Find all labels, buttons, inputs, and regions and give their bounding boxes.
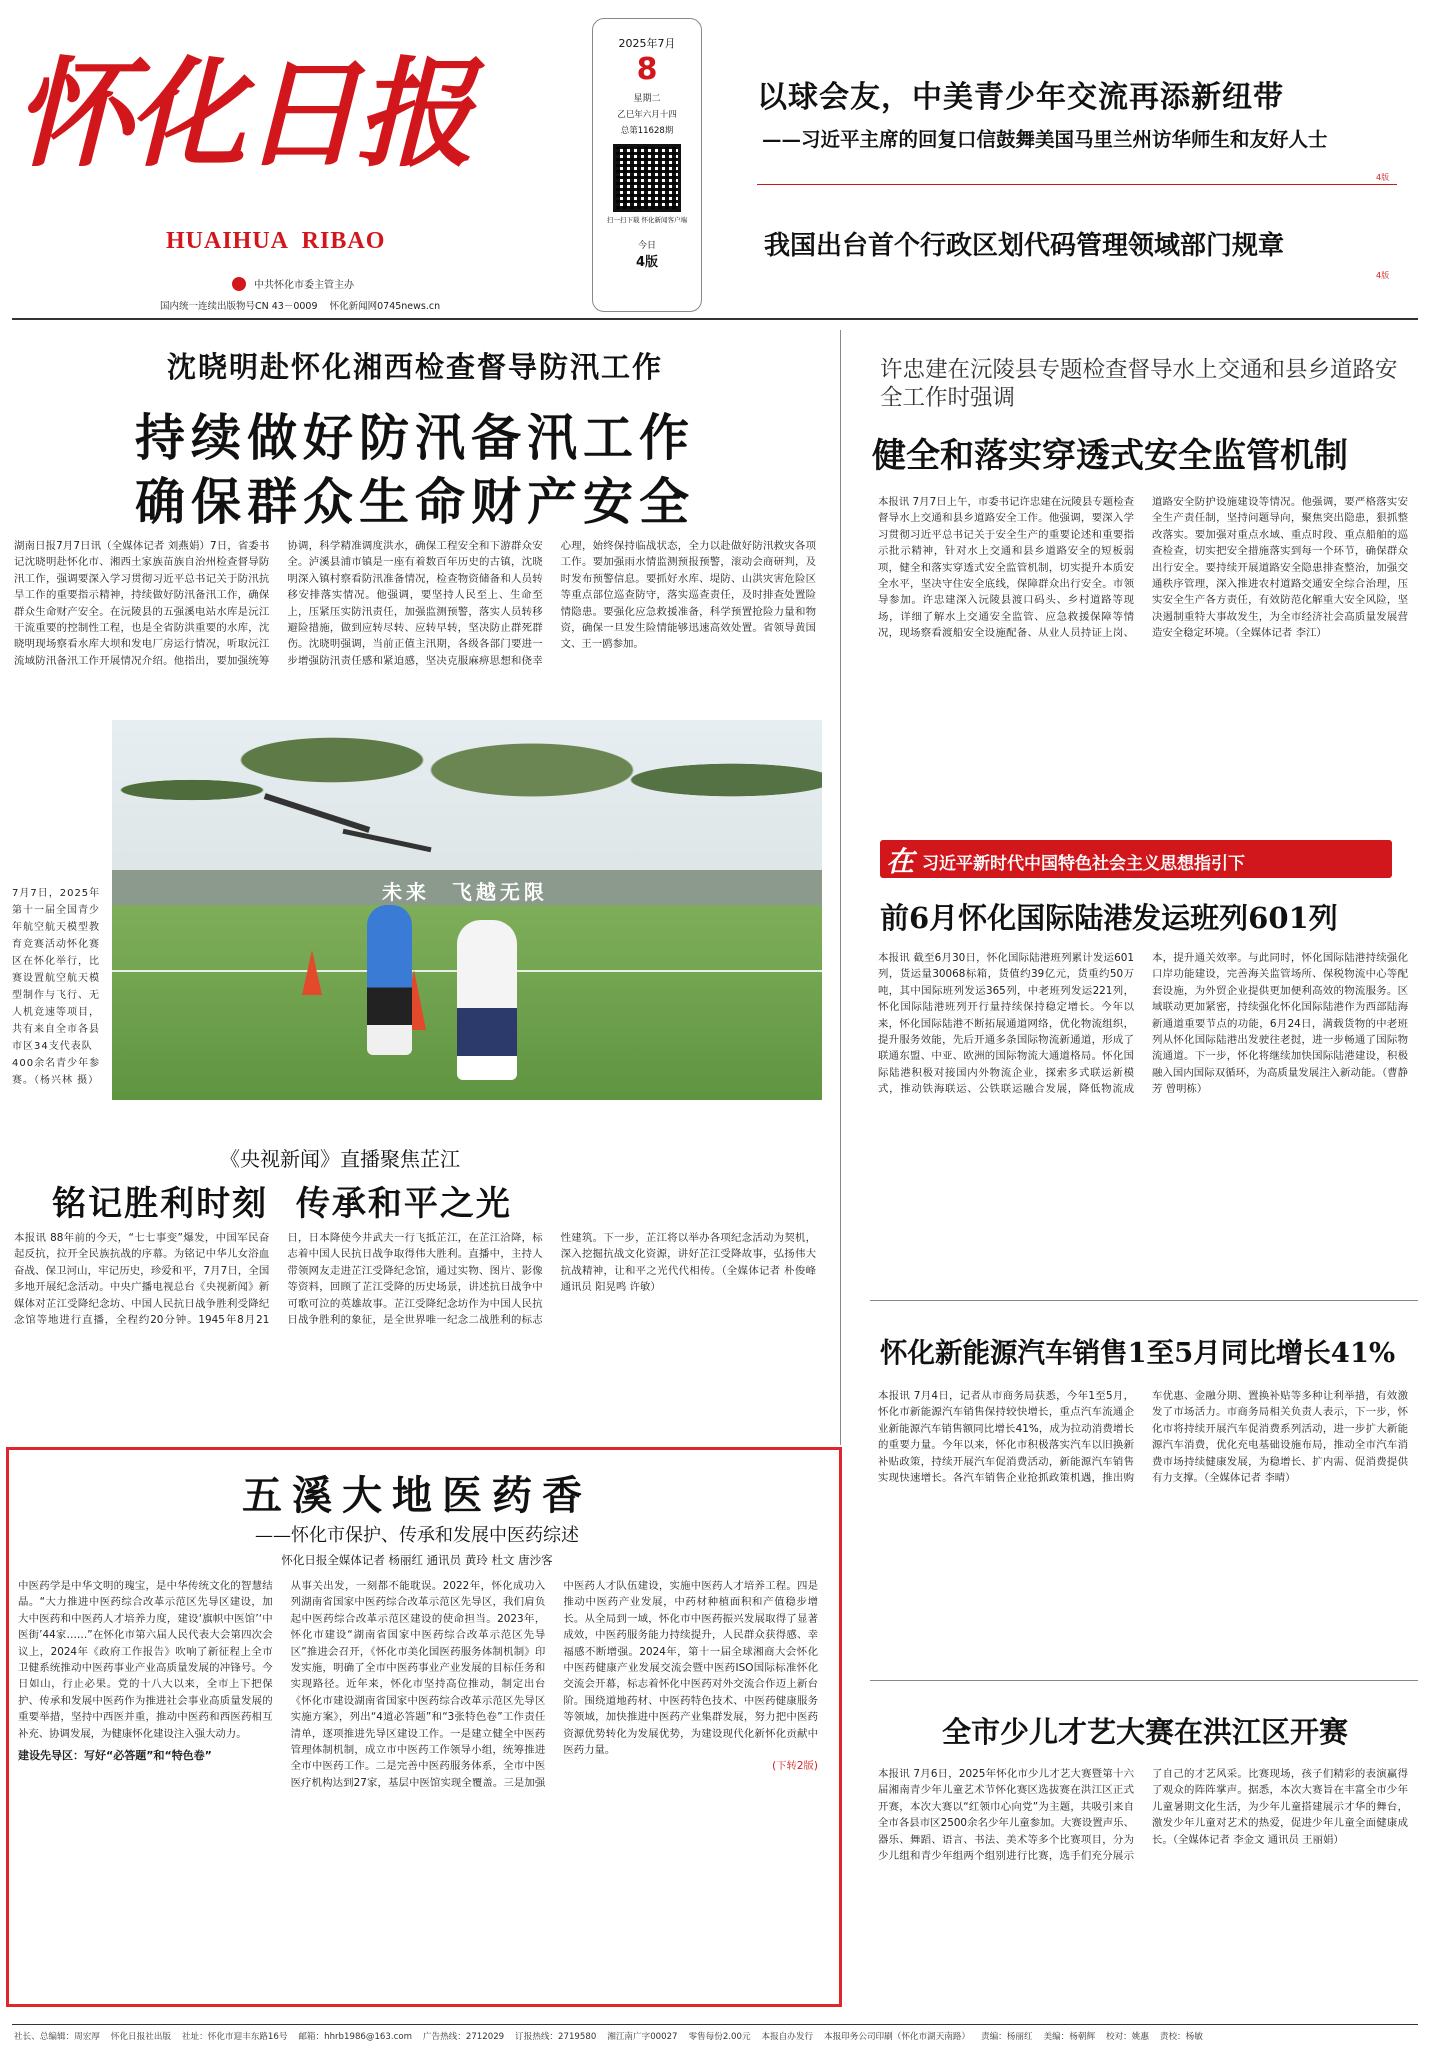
kids-body: 本报讯 7月6日，2025年怀化市少儿才艺大赛暨第十六届湘南青少年儿童艺术节怀化赛区选拔赛在洪江区正式开赛，本次大赛以“红领巾心向党”为主题，共吸引来自全市各县市区2500余名少年儿童参加。大赛设置声乐、器乐、舞蹈、语言、书法、美术等多个比赛项目，分为少儿组和青少年组两个组别进行比赛，选手们充分展示了自己的才艺风采。比赛现场，孩子们精彩的表演赢得了观众的阵阵掌声。据悉，本次大赛旨在丰富全市少年儿童暑期文化生活，为少年儿童搭建展示才华的舞台，激发少年儿童对艺术的热爱，促进少年儿童全面健康成长。（全媒体记者 李金文 通讯员 王丽娟） <box>878 1768 1408 1863</box>
qr-caption: 扫一扫下载 怀化新闻客户端 <box>606 216 688 224</box>
trees-background <box>112 720 822 880</box>
port-headline[interactable]: 前6月怀化国际陆港发运班列601列 <box>880 901 1338 935</box>
medicine-main: 从事关出发，一刻都不能耽误。2022年，怀化成功入列湖南省国家中医药综合改革示范区先导区，我们肩负起中医药综合改革示范区建设的使命担当。2023年，怀化市建设“湖南省国家中医药综合改革示范区先导区”推进会召开，《怀化市美化国医药服务体制机制》印发实施，明确了全市中医药事业产业发展的目标任务和实现路径。近年来，怀化市坚持高位推动，制定出台《怀化市建设湖南省国家中医药综合改革示范区先导区实施方案》，列出“4道必答题”和“3张特色卷”工作责任清单，逐项推进先导区建设工作。一是建立健全中医药管理体制机制，成立市中医药工作领导小组，统筹推进全市中医药工作。二是完善中医药服务体系，全市中医医疗机构达到27家，基层中医馆实现全覆盖。三是加强中医药人才队伍建设，实施中医药人才培养工程。四是推动中医药产业发展，中药材种植面积和产值稳步增长。从全局到一域，怀化市中医药振兴发展取得了显著成效，中医药服务能力持续提升，人民群众获得感、幸福感不断增强。2024年，第十一届全球湘商大会怀化中医药健康产业发展交流会暨中医药ISO国际标准怀化交流会开幕，标志着怀化中医药对外交流合作迈上新台阶。围绕道地药材、中医药特色技术、中医药健康服务等领域，加快推进中医药产业集群发展，努力把中医药资源优势转化为发展优势，为建设现代化新怀化贡献中医药力量。 <box>290 1580 818 1789</box>
nev-headline[interactable]: 怀化新能源汽车销售1至5月同比增长41% <box>880 1337 1396 1369</box>
child-figure <box>457 920 517 1080</box>
safety-kicker: 许忠建在沅陵县专题检查督导水上交通和县乡道路安全工作时强调 <box>880 357 1398 411</box>
flood-headline-1[interactable]: 持续做好防汛备汛工作 <box>135 408 695 467</box>
nev-body: 本报讯 7月4日，记者从市商务局获悉，今年1至5月，怀化市新能源汽车销售保持较快增长，重点汽车流通企业新能源汽车销售额同比增长41%，成为拉动消费增长的重要力量。今年以来，怀化市积极落实汽车以旧换新补贴政策，持续开展汽车促消费活动，新能源汽车销售实现快速增长。各汽车销售企业抢抓政策机遇，推出购车优惠、金融分期、置换补贴等多种让利举措，有效激发了市场活力。市商务局相关负责人表示，下一步，怀化市将持续开展汽车促消费系列活动，进一步扩大新能源汽车消费，优化充电基础设施布局，推动全市汽车消费市场持续健康发展，为稳增长、扩内需、促消费提供有力支撑。（全媒体记者 李晴） <box>878 1390 1408 1485</box>
child-figure <box>367 905 412 1055</box>
kids-headline[interactable]: 全市少儿才艺大赛在洪江区开赛 <box>941 1715 1348 1749</box>
date-weekday: 星期二 <box>633 94 661 104</box>
top-headline-1[interactable]: 以球会友，中美青少年交流再添新纽带 <box>757 80 1284 115</box>
top-page-ref-1[interactable]: 4版 <box>1376 173 1390 182</box>
date-year-month: 2025年7月 <box>618 37 676 50</box>
cctv-headline[interactable]: 铭记胜利时刻 传承和平之光 <box>52 1184 512 1224</box>
publisher-logo-icon <box>232 277 246 291</box>
medicine-subtitle: ——怀化市保护、传承和发展中医药综述 <box>255 1525 579 1546</box>
theory-banner-text: 习近平新时代中国特色社会主义思想指引下 <box>922 854 1245 874</box>
masthead-divider <box>12 318 1418 320</box>
cctv-kicker: 《央视新闻》直播聚焦芷江 <box>220 1147 460 1171</box>
sky-banner: 未来 飞越无限 <box>382 880 548 904</box>
qr-code-icon[interactable] <box>613 144 681 212</box>
top-subhead-1: ——习近平主席的回复口信鼓舞美国马里兰州访华师生和友好人士 <box>762 128 1328 151</box>
divider <box>870 1300 1418 1301</box>
flood-headline-2[interactable]: 确保群众生命财产安全 <box>135 472 695 531</box>
date-issue: 总第11628期 <box>620 126 674 136</box>
masthead-pinyin: HUAIHUA RIBAO <box>166 228 386 254</box>
column-divider <box>840 330 841 1445</box>
divider <box>870 1680 1418 1681</box>
medicine-continue[interactable]: (下转2版) <box>772 1760 818 1773</box>
publisher-line: 中共怀化市委主管主办 <box>254 280 354 291</box>
flood-body: 湖南日报7月7日讯（全媒体记者 刘燕娟）7日，省委书记沈晓明赴怀化市、湘西土家族苗族自治州检查督导防汛工作，强调要深入学习贯彻习近平总书记关于防汛抗旱工作的重要指示精神，持续做好防汛备汛工作，确保群众生命财产安全。在沅陵县的五强溪电站水库是沅江干流重要的控制性工程，也是全省防洪重要的水库，沈晓明现场察看水库大坝和发电厂房运行情况，听取沅江流域防汛备汛工作开展情况介绍。他指出，要加强统筹协调，科学精准调度洪水，确保工程安全和下游群众安全。泸溪县浦市镇是一座有着数百年历史的古镇，沈晓明深入镇村察看防汛准备情况，检查物资储备和人员转移安排落实情况。他强调，要坚持人民至上、生命至上，压紧压实防汛责任，加强监测预警，落实人员转移避险措施，做到应转尽转、应转早转，坚决防止群死群伤。沈晓明强调，当前正值主汛期，各级各部门要进一步增强防汛责任感和紧迫感，坚决克服麻痹思想和侥幸心理，始终保持临战状态，全力以赴做好防汛救灾各项工作。要加强雨水情监测预报预警，滚动会商研判，及时发布预警信息。要抓好水库、堤防、山洪灾害危险区等重点部位巡查防守，落实巡查责任，及时排查处置险情隐患。要强化应急救援准备，科学预置抢险力量和物资，确保一旦发生险情能够迅速高效处置。省领导黄国文、王一鸥参加。 <box>14 540 816 667</box>
medicine-columns <box>18 1578 818 1996</box>
date-day: 8 <box>636 52 658 87</box>
safety-body: 本报讯 7月7日上午，市委书记许忠建在沅陵县专题检查督导水上交通和县乡道路安全工作。他强调，要深入学习贯彻习近平总书记关于安全生产的重要论述和重要指示批示精神，针对水上交通和县乡道路安全的短板弱项，健全和落实穿透式安全监管机制，切实提升本质安全水平，坚决守住安全底线，保障群众出行安全。市领导参加。许忠建深入沅陵县渡口码头、乡村道路等现场，详细了解水上交通安全监管、应急救援保障等情况，现场察看渡船安全设施配备、从业人员持证上岗、道路安全防护设施建设等情况。他强调，要严格落实安全生产责任制，坚持问题导向，聚焦突出隐患，狠抓整改落实。要加强对重点水域、重点时段、重点船舶的巡查检查，切实把安全措施落实到每一个环节，确保群众出行安全。要持续开展道路安全隐患排查整治，加强交通秩序管理，深入推进农村道路交通安全综合治理，压实安全生产各方责任，有效防范化解重大安全风险，坚决遏制重特大事故发生，为全市经济社会高质量发展营造安全稳定环境。（全媒体记者 李江） <box>878 496 1408 640</box>
news-photo[interactable] <box>112 720 822 1100</box>
divider <box>757 184 1397 185</box>
port-body: 本报讯 截至6月30日，怀化国际陆港班列累计发运601列，货运量30068标箱，货值约39亿元，货重约50万吨，其中国际班列发运365列，中老班列发运221列，怀化国际陆港班列开行量持续保持稳定增长。今年以来，怀化国际陆港不断拓展通道网络，优化物流组织，提升服务效能，先后开通多条国际物流新通道，形成了联通东盟、中亚、欧洲的国际物流大通道格局。怀化国际陆港积极对接国内外物流企业，探索多式联运新模式，推动铁海联运、公铁联运融合发展，降低物流成本，提升通关效率。与此同时，怀化国际陆港持续强化口岸功能建设，完善海关监管场所、保税物流中心等配套设施，为外贸企业提供更加便利高效的物流服务。区域联动更加紧密，持续强化怀化国际陆港作为西部陆海新通道重要节点的功能，6月24日，满载货物的中老班列从怀化国际陆港出发驶往老挝，进一步畅通了国际物流通道。下一步，怀化将继续加快国际陆港建设，积极融入国内国际双循环，为高质量发展注入新动能。（曹静芳 曾明栋） <box>878 952 1408 1096</box>
masthead-logo: 怀化日报 <box>14 44 471 183</box>
top-headline-2[interactable]: 我国出台首个行政区划代码管理领域部门规章 <box>764 231 1285 261</box>
theory-banner-char: 在 <box>886 845 915 878</box>
medicine-body-wrap <box>18 1578 818 1996</box>
flood-kicker: 沈晓明赴怀化湘西检查督导防汛工作 <box>166 350 663 384</box>
medicine-byline: 怀化日报全媒体记者 杨丽红 通讯员 黄玲 杜文 唐沙客 <box>281 1553 553 1567</box>
medicine-section-title: 建设先导区：写好“必答题”和“特色卷” <box>18 1749 212 1763</box>
footer-text: 社长、总编辑：周宏厚 怀化日报社出版 社址：怀化市迎丰东路16号 邮箱：hhrb1986@163.com 广告热线：2712029 订报热线：2719580 湘江南广字00027 零售每份2.00元 本报自办发行 本报印务公司印刷（怀化市湖天南路） 责编：杨丽红 美编：杨朝辉 校对：姚惠 责校：杨敏 <box>14 2032 1203 2042</box>
date-lunar: 乙巳年六月十四 <box>617 110 677 120</box>
issn-line: 国内统一连续出版物号CN 43－0009 怀化新闻网0745news.cn <box>160 301 441 312</box>
page-count: 4版 <box>635 255 659 270</box>
cctv-body: 本报讯 88年前的今天，“七七事变”爆发，中国军民奋起反抗，拉开全民族抗战的序幕。为铭记中华儿女浴血奋战、保卫河山，牢记历史，珍爱和平，7月7日，全国多地开展纪念活动。中央广播电视总台《央视新闻》新媒体对芷江受降纪念坊、中国人民抗日战争胜利受降纪念馆等地进行直播，全程约20分钟。1945年8月21日，日本降使今井武夫一行飞抵芷江，在芷江洽降，标志着中国人民抗日战争取得伟大胜利。直播中，主持人带领网友走进芷江受降纪念馆，通过实物、图片、影像等资料，回顾了芷江受降的历史场景，讲述抗日战争中可歌可泣的英雄故事。芷江受降纪念坊作为中国人民抗日战争胜利的象征，是全世界唯一纪念二战胜利的标志性建筑。下一步，芷江将以举办各项纪念活动为契机，深入挖掘抗战文化资源，讲好芷江受降故事，弘扬伟大抗战精神，让和平之光代代相传。（全媒体记者 朴俊峰 通讯员 阳晃鸣 许敏） <box>14 1232 816 1327</box>
today-label: 今日 <box>637 241 656 251</box>
medicine-headline[interactable]: 五溪大地医药香 <box>242 1472 592 1519</box>
photo-block <box>12 720 822 1100</box>
safety-headline[interactable]: 健全和落实穿透式安全监管机制 <box>872 436 1348 476</box>
top-page-ref-2[interactable]: 4版 <box>1376 271 1390 280</box>
footer-divider <box>12 2024 1418 2025</box>
date-block <box>592 18 702 312</box>
masthead <box>0 0 590 320</box>
cone-icon <box>302 950 322 995</box>
medicine-intro: 中医药学是中华文明的瑰宝，是中华传统文化的智慧结晶。“大力推进中医药综合改革示范区先导区建设，加大中医药和中医药人才培养力度，建设‘旗帜中医馆’‘中医街’44家……”在怀化市第六届人民代表大会第四次会议上，2024年《政府工作报告》吹响了新征程上全市卫健系统推动中医药事业产业高质量发展的冲锋号。今日如山，行止必果。党的十八大以来，全市上下把保护、传承和发展中医药作为推进社会事业高质量发展的重要举措，坚持中西医并重，推动中医药和西医药相互补充、协调发展，为健康怀化建设注入强大动力。 <box>18 1580 273 1740</box>
photo-caption: 7月7日，2025年第十一届全国青少年航空航天模型教育竞赛活动怀化赛区在怀化举行，比赛设置航空航天模型制作与飞行、无人机竞速等项目，共有来自全市各县市区34支代表队400余名青少年参赛。（杨兴林 摄） <box>12 888 101 1086</box>
